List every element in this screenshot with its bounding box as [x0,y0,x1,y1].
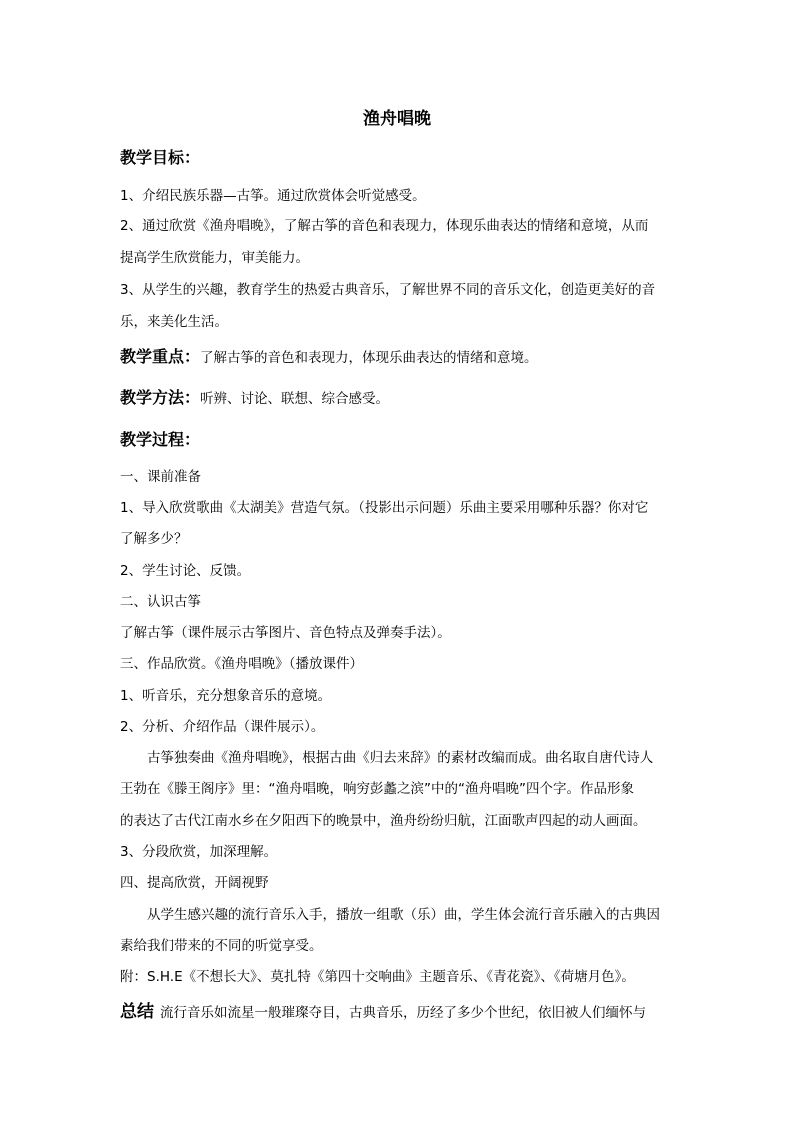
summary-row [120,1002,680,1023]
process-line-8: 1、听音乐，充分想象音乐的意境。 [120,688,332,704]
summary-text: 流行音乐如流星一般璀璨夺目，古典音乐，历经了多少个世纪，依旧被人们缅怀与 [160,1005,646,1021]
process-line-6: 了解古筝（课件展示古筝图片、音色特点及弹奏手法）。 [120,625,451,641]
process-line-16: 素给我们带来的不同的听觉享受。 [120,938,323,954]
objective-line-4: 3、从学生的兴趣，教育学生的热爱古典音乐，了解世界不同的音乐文化，创造更美好的音 [120,282,656,298]
key-points-row [120,346,538,369]
process-line-9: 2、分析、介绍作品（课件展示）。 [120,719,325,735]
document-title: 渔舟唱晚 [363,109,431,129]
process-line-5: 二、认识古筝 [120,594,201,610]
methods-text: 听辨、讨论、联想、综合感受。 [200,391,390,407]
key-points-text: 了解古筝的音色和表现力，体现乐曲表达的情绪和意境。 [200,350,538,366]
key-points-heading: 教学重点： [120,347,201,366]
process-line-14: 四、提高欣赏，开阔视野 [120,875,269,891]
process-line-17: 附：S.H.E《不想长大》、莫扎特《第四十交响曲》主题音乐、《青花瓷》、《荷塘月色》。 [120,969,635,985]
process-line-12: 的表达了古代江南水乡在夕阳西下的晚景中，渔舟纷纷归航，江面歌声四起的动人画面。 [120,813,647,829]
process-line-3: 了解多少？ [120,531,188,547]
process-line-13: 3、分段欣赏，加深理解。 [120,844,278,860]
methods-row [120,387,389,410]
objective-line-3: 提高学生欣赏能力，审美能力。 [120,250,309,266]
process-heading: 教学过程： [120,430,201,449]
methods-heading: 教学方法： [120,388,201,407]
summary-heading: 总结 [120,1002,154,1022]
objective-line-1: 1、介绍民族乐器—古筝。通过欣赏体会听觉感受。 [120,188,426,204]
objective-line-5: 乐，来美化生活。 [120,314,228,330]
objectives-heading: 教学目标： [120,148,201,167]
process-line-11: 王勃在《滕王阁序》里：“渔舟唱晚，响穷彭蠡之滨”中的“渔舟唱晚”四个字。作品形象 [120,781,634,797]
process-line-2: 1、导入欣赏歌曲《太湖美》营造气氛。（投影出示问题）乐曲主要采用哪种乐器？你对它 [120,500,649,516]
process-line-1: 一、课前准备 [120,469,201,485]
process-line-4: 2、学生讨论、反馈。 [120,563,251,579]
process-line-15: 从学生感兴趣的流行音乐入手，播放一组歌（乐）曲，学生体会流行音乐融入的古典因 [147,907,660,923]
objective-line-2: 2、通过欣赏《渔舟唱晚》，了解古筝的音色和表现力，体现乐曲表达的情绪和意境，从而 [120,218,649,234]
process-line-7: 三、作品欣赏。《渔舟唱晚》（播放课件） [120,656,363,672]
process-line-10: 古筝独奏曲《渔舟唱晚》，根据古曲《归去来辞》的素材改编而成。曲名取自唐代诗人 [147,750,654,766]
